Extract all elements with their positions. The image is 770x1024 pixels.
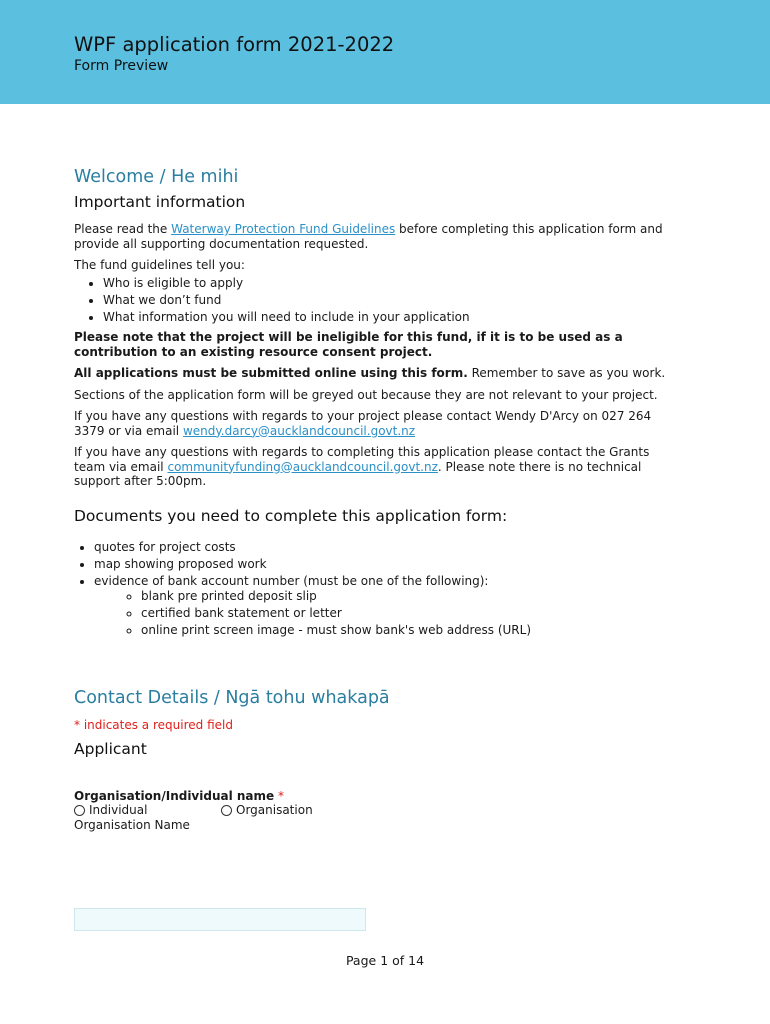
contact-heading: Contact Details / Ngā tohu whakapā <box>74 688 390 708</box>
documents-list <box>74 540 674 637</box>
guidelines-text-b: before completing this application form and provide all supporting documentation requested. <box>74 222 663 251</box>
grants-text-a: If you have any questions with regards to completing this application please contact the Grants team via email <box>74 445 650 474</box>
list-item <box>94 574 674 637</box>
grants-email-link[interactable]: communityfunding@aucklandcouncil.govt.nz <box>167 459 438 474</box>
project-contact-paragraph <box>74 409 674 438</box>
list-item: • What information you will need to include in your application <box>103 310 674 325</box>
list-item: • quotes for project costs <box>94 540 674 555</box>
list-item: • What we don’t fund <box>103 293 674 308</box>
list-item: ◦ certified bank statement or letter <box>141 606 674 621</box>
radio-circle-icon <box>221 805 232 816</box>
required-star: * <box>278 788 285 803</box>
welcome-heading: Welcome / He mihi <box>74 167 239 187</box>
greyed-paragraph: Sections of the application form will be greyed out because they are not relevant to your project. <box>74 387 658 402</box>
online-paragraph <box>74 366 674 381</box>
org-name-label: Organisation Name <box>74 818 190 832</box>
form-title: WPF application form 2021-2022 <box>74 33 395 56</box>
project-contact-text: If you have any questions with regards to your project please contact Wendy D'Arcy on 027 264 3379 or via email <box>74 409 652 438</box>
header-banner <box>0 0 770 104</box>
documents-heading: Documents you need to complete this application form: <box>74 506 508 525</box>
list-item: • map showing proposed work <box>94 557 674 572</box>
organisation-name-input[interactable] <box>74 908 366 931</box>
grants-text-b: . Please note there is no technical support after 5:00pm. <box>74 459 642 488</box>
online-bold: All applications must be submitted online using this form. <box>74 366 468 380</box>
required-note: * indicates a required field <box>74 717 233 732</box>
grants-contact-paragraph <box>74 445 674 489</box>
main-content <box>74 167 674 833</box>
individual-radio[interactable] <box>74 803 221 818</box>
guidelines-intro: The fund guidelines tell you: <box>74 258 245 272</box>
important-info-heading: Important information <box>74 192 246 211</box>
guidelines-paragraph <box>74 222 674 251</box>
guidelines-link[interactable]: Waterway Protection Fund Guidelines <box>171 222 396 236</box>
form-subtitle: Form Preview <box>74 58 169 74</box>
organisation-label: Organisation <box>236 803 313 818</box>
list-item: • Who is eligible to apply <box>103 276 674 291</box>
individual-label: Individual <box>89 803 148 818</box>
radio-circle-icon <box>74 805 85 816</box>
ineligible-note: Please note that the project will be ineligible for this fund, if it is to be used as a contribution to an existing resource consent project. <box>74 330 623 359</box>
page-number: Page 1 of 14 <box>345 953 425 968</box>
name-field-label <box>74 789 674 804</box>
bank-evidence-text: evidence of bank account number (must be one of the following): <box>94 574 489 588</box>
list-item: ◦ online print screen image - must show bank's web address (URL) <box>141 623 674 638</box>
applicant-type-radios <box>74 803 674 818</box>
applicant-heading: Applicant <box>74 740 147 758</box>
bank-evidence-list <box>94 589 674 638</box>
online-rest: Remember to save as you work. <box>467 366 666 380</box>
guidelines-list <box>74 276 674 325</box>
name-label: Organisation/Individual name <box>74 788 275 803</box>
organisation-radio[interactable] <box>221 803 313 818</box>
wendy-email-link[interactable]: wendy.darcy@aucklandcouncil.govt.nz <box>182 423 416 438</box>
list-item: ◦ blank pre printed deposit slip <box>141 589 674 604</box>
guidelines-text-a: Please read the <box>74 222 172 236</box>
